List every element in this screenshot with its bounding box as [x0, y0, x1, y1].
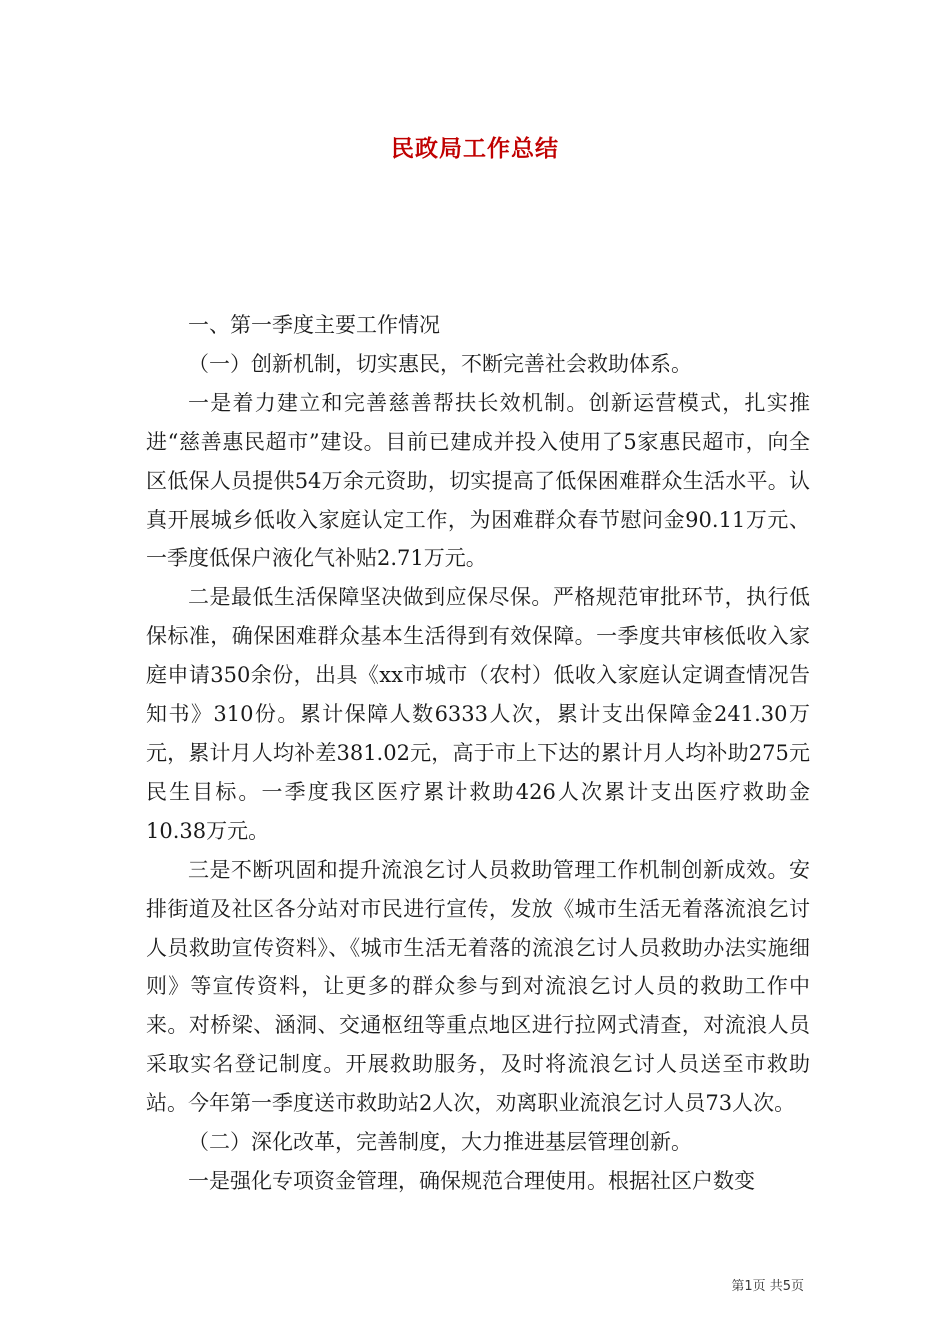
subsection-heading: （二）深化改革，完善制度，大力推进基层管理创新。 — [188, 1130, 692, 1155]
body-paragraph: 三是不断巩固和提升流浪乞讨人员救助管理工作机制创新成效。安排街道及社区各分站对市民进行宣传，发放《城市生活无着落流浪乞讨人员救助宣传资料》、《城市生活无着落的流浪乞讨人员救助办法实施细则》等宣传资料，让更多的群众参与到对流浪乞讨人员的救助工作中来。对桥梁、涵洞、交通枢纽等重点地区进行拉网式清查，对流浪人员采取实名登记制度。开展救助服务，及时将流浪乞讨人员送至市救助站。今年第一季度送市救助站2人次，劝离职业流浪乞讨人员73人次。 — [146, 857, 810, 1116]
subsection-heading: （一）创新机制，切实惠民，不断完善社会救助体系。 — [188, 351, 692, 376]
document-body — [146, 306, 810, 1201]
body-paragraph: 一是着力建立和完善慈善帮扶长效机制。创新运营模式，扎实推进“慈善惠民超市”建设。目前已建成并投入使用了5家惠民超市，向全区低保人员提供54万余元资助，切实提高了低保困难群众生活水平。认真开展城乡低收入家庭认定工作，为困难群众春节慰问金90.11万元、一季度低保户液化气补贴2.71万元。 — [146, 390, 810, 571]
body-paragraph: 二是最低生活保障坚决做到应保尽保。严格规范审批环节，执行低保标准，确保困难群众基本生活得到有效保障。一季度共审核低收入家庭申请350余份，出具《xx市城市（农村）低收入家庭认定调查情况告知书》310份。累计保障人数6333人次，累计支出保障金241.30万元，累计月人均补差381.02元，高于市上下达的累计月人均补助275元民生目标。一季度我区医疗累计救助426人次累计支出医疗救助金10.38万元。 — [146, 585, 810, 843]
section-heading: 一、第一季度主要工作情况 — [188, 313, 440, 337]
document-title: 民政局工作总结 — [391, 136, 559, 162]
body-paragraph: 一是强化专项资金管理，确保规范合理使用。根据社区户数变 — [188, 1168, 755, 1193]
page-number: 第1页 共5页 — [731, 1279, 804, 1294]
